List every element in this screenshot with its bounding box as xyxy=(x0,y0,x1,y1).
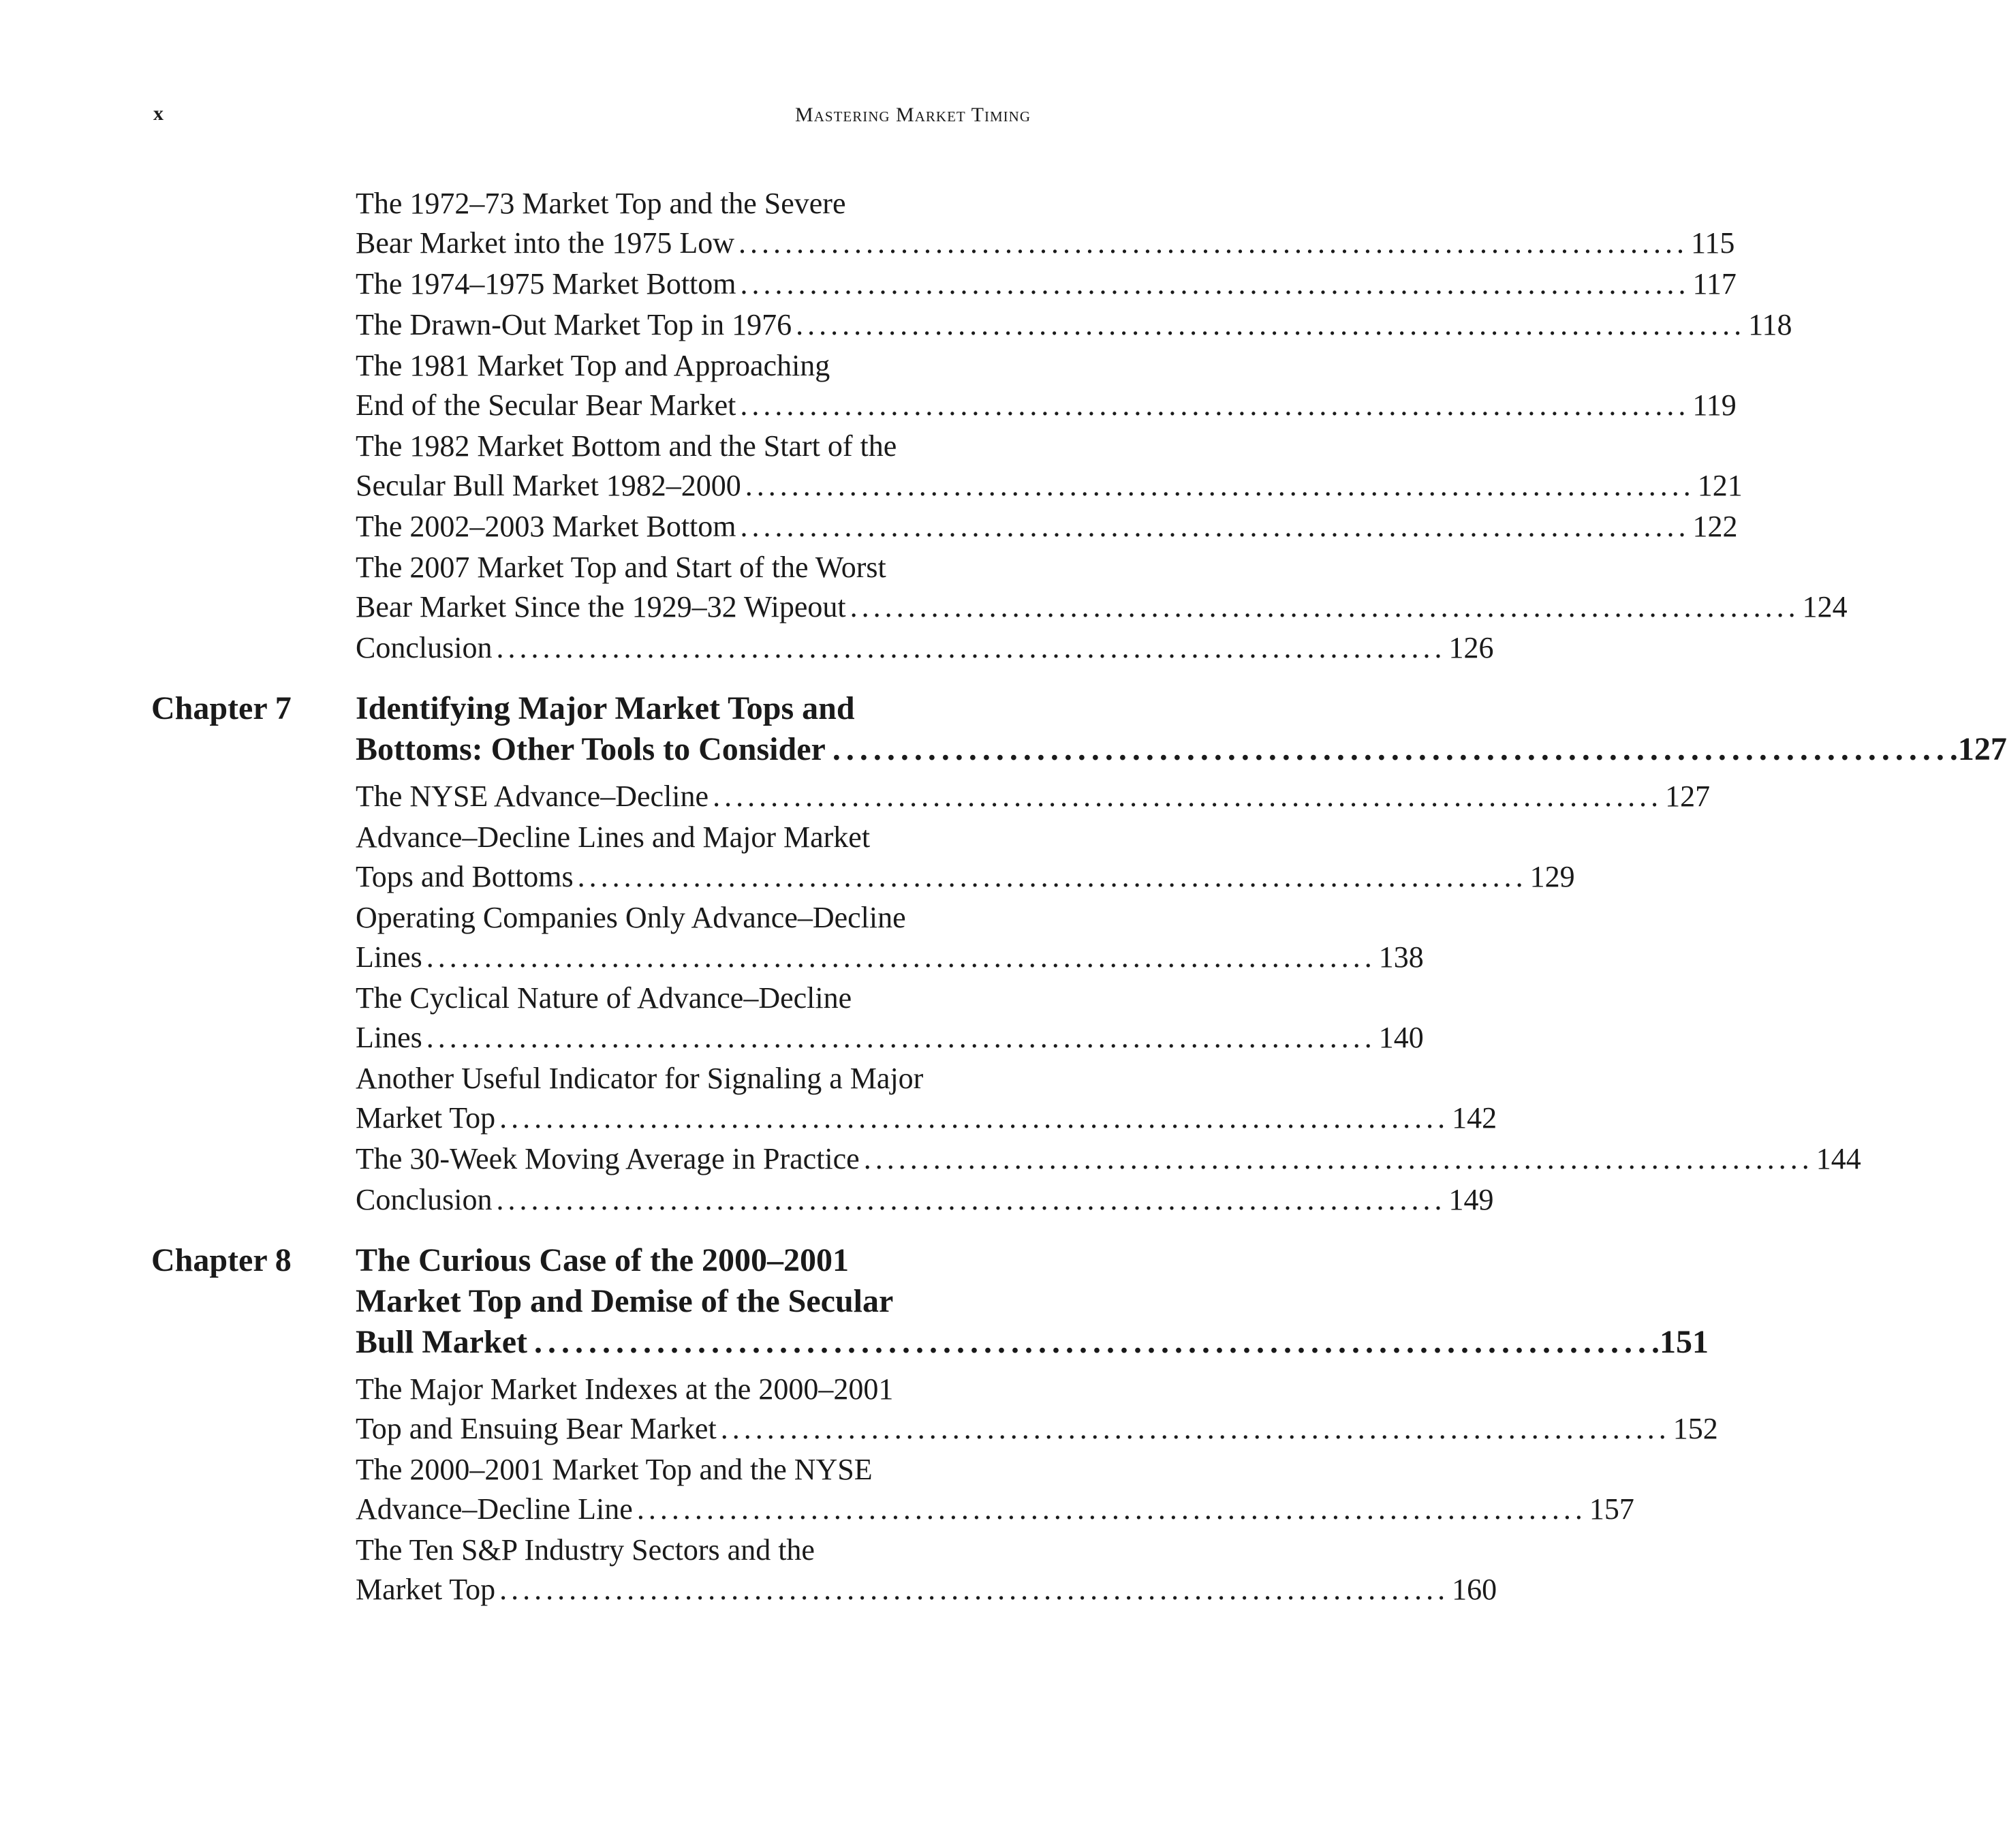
chapter-title-text: Market Top and Demise of the Secular xyxy=(356,1283,894,1319)
dot-leader: .................................................................................. xyxy=(426,940,1376,974)
chapter-page-number: .127 xyxy=(1949,731,2007,767)
toc-entry[interactable] xyxy=(356,427,1743,506)
chapter-title[interactable] xyxy=(356,1240,1709,1363)
toc-entry-title: The 2007 Market Top and Start of the Worst xyxy=(356,551,886,584)
chapter-label: Chapter 8 xyxy=(151,1242,292,1278)
toc-entry-title: The 1974–1975 Market Bottom xyxy=(356,267,736,301)
toc-entry[interactable] xyxy=(356,628,1494,668)
chapter-title-text: Bull Market xyxy=(356,1324,527,1360)
toc-entry[interactable] xyxy=(356,346,1737,425)
toc-page-number: 140 xyxy=(1378,1021,1424,1054)
toc-entry[interactable] xyxy=(356,1530,1497,1610)
toc-entry-title: Operating Companies Only Advance–Decline xyxy=(356,901,906,934)
toc-entry[interactable] xyxy=(356,305,1792,345)
toc-entry-title: The 1982 Market Bottom and the Start of the xyxy=(356,429,897,463)
toc-entry-title: Lines xyxy=(356,940,422,974)
toc-entry-title: The Cyclical Nature of Advance–Decline xyxy=(356,981,852,1015)
chapter-title[interactable] xyxy=(356,688,2007,770)
chapter-label: Chapter 7 xyxy=(151,690,292,726)
toc-entry[interactable] xyxy=(356,507,1738,546)
toc-entry-title: Conclusion xyxy=(356,1183,493,1216)
toc-entry[interactable] xyxy=(356,1059,1497,1138)
chapter-title-text: The Curious Case of the 2000–2001 xyxy=(356,1242,850,1278)
dot-leader: .................................................................................. xyxy=(713,780,1663,813)
dot-leader: .................................................................................. xyxy=(738,226,1688,260)
toc-entry-title: Lines xyxy=(356,1021,422,1054)
running-head xyxy=(0,102,1226,136)
toc-page-number: 160 xyxy=(1452,1573,1497,1606)
toc-page-number: 124 xyxy=(1802,590,1848,623)
dot-leader: .................................................................................. xyxy=(720,1412,1670,1445)
toc-entry-title: The Drawn-Out Market Top in 1976 xyxy=(356,308,792,341)
toc-entry-title: Advance–Decline Lines and Major Market xyxy=(356,820,871,854)
chapter-title-text: Identifying Major Market Tops and xyxy=(356,690,855,726)
toc-page-number: 138 xyxy=(1378,940,1424,974)
dot-leader: .................................................................................. xyxy=(740,388,1690,422)
toc-entry[interactable] xyxy=(356,1370,1718,1449)
toc-entry[interactable] xyxy=(356,777,1711,816)
toc-page-number: 115 xyxy=(1690,226,1735,260)
dot-leader: .................................................................................. xyxy=(796,308,1746,341)
dot-leader: .................................................................................. xyxy=(832,731,1950,767)
toc-entry-title: Market Top xyxy=(356,1573,496,1606)
dot-leader: .................................................................................. xyxy=(740,267,1690,301)
toc-entry[interactable] xyxy=(356,818,1575,897)
dot-leader: .................................................................................. xyxy=(577,860,1527,893)
toc-page-number: 121 xyxy=(1697,469,1743,502)
toc-entry-title: The 1981 Market Top and Approaching xyxy=(356,349,830,382)
toc-entry-title: Market Top xyxy=(356,1101,496,1135)
toc-entry[interactable] xyxy=(356,979,1424,1058)
dot-leader: .................................................................................. xyxy=(499,1573,1450,1606)
toc-page-number: 142 xyxy=(1452,1101,1497,1135)
book-title: Mastering Market Timing xyxy=(795,104,1031,126)
toc-page-number: 122 xyxy=(1692,510,1738,543)
toc-page-number: 144 xyxy=(1816,1142,1861,1175)
toc-entry-title: Top and Ensuing Bear Market xyxy=(356,1412,717,1445)
dot-leader: .................................................................................. xyxy=(636,1492,1587,1526)
toc-entry-title: The 30-Week Moving Average in Practice xyxy=(356,1142,860,1175)
toc-entry[interactable] xyxy=(356,898,1424,977)
dot-leader: .................................................................................. xyxy=(499,1101,1450,1135)
toc-entry-title: The Ten S&P Industry Sectors and the xyxy=(356,1533,815,1567)
toc-entry-title: Another Useful Indicator for Signaling a Major xyxy=(356,1062,924,1095)
toc-entry-title: The Major Market Indexes at the 2000–2001 xyxy=(356,1372,894,1406)
toc-page-number: 126 xyxy=(1448,631,1494,664)
toc-entry-title: Tops and Bottoms xyxy=(356,860,574,893)
toc-page-number: 129 xyxy=(1529,860,1575,893)
chapter-page-number: .151 xyxy=(1651,1324,1709,1360)
dot-leader: .................................................................................. xyxy=(496,631,1446,664)
toc-entry[interactable] xyxy=(356,1180,1494,1220)
toc-page-number: 152 xyxy=(1672,1412,1718,1445)
toc-entry-title: Conclusion xyxy=(356,631,493,664)
toc-page-number: 127 xyxy=(1665,780,1711,813)
toc-entry-title: The 1972–73 Market Top and the Severe xyxy=(356,187,846,220)
toc-entry-title: Bear Market Since the 1929–32 Wipeout xyxy=(356,590,846,623)
toc-entry[interactable] xyxy=(356,548,1848,627)
toc-entry[interactable] xyxy=(356,1450,1634,1529)
toc-page-number: 157 xyxy=(1589,1492,1634,1526)
toc-entry-title: The 2000–2001 Market Top and the NYSE xyxy=(356,1453,873,1486)
toc-entry-title: End of the Secular Bear Market xyxy=(356,388,736,422)
dot-leader: .................................................................................. xyxy=(496,1183,1446,1216)
dot-leader: .................................................................................. xyxy=(863,1142,1814,1175)
toc-entry-title: Secular Bull Market 1982–2000 xyxy=(356,469,741,502)
toc-entry[interactable] xyxy=(356,1139,1861,1179)
chapter-title-text: Bottoms: Other Tools to Consider xyxy=(356,731,826,767)
dot-leader: .................................................................................. xyxy=(426,1021,1376,1054)
toc-entry-title: Bear Market into the 1975 Low xyxy=(356,226,734,260)
dot-leader: .................................................................................. xyxy=(745,469,1695,502)
page-number: x xyxy=(153,102,164,125)
toc-entry-title: Advance–Decline Line xyxy=(356,1492,633,1526)
toc-entry[interactable] xyxy=(356,264,1737,304)
dot-leader: .................................................................................. xyxy=(740,510,1690,543)
toc-entry[interactable] xyxy=(356,184,1735,263)
dot-leader: .................................................................................. xyxy=(533,1324,1651,1360)
toc-page-number: 118 xyxy=(1748,308,1792,341)
dot-leader: .................................................................................. xyxy=(850,590,1800,623)
toc-page-number: 149 xyxy=(1448,1183,1494,1216)
toc-entry-title: The NYSE Advance–Decline xyxy=(356,780,709,813)
toc-page-number: 117 xyxy=(1692,267,1737,301)
toc-entry-title: The 2002–2003 Market Bottom xyxy=(356,510,736,543)
toc-page-number: 119 xyxy=(1692,388,1737,422)
